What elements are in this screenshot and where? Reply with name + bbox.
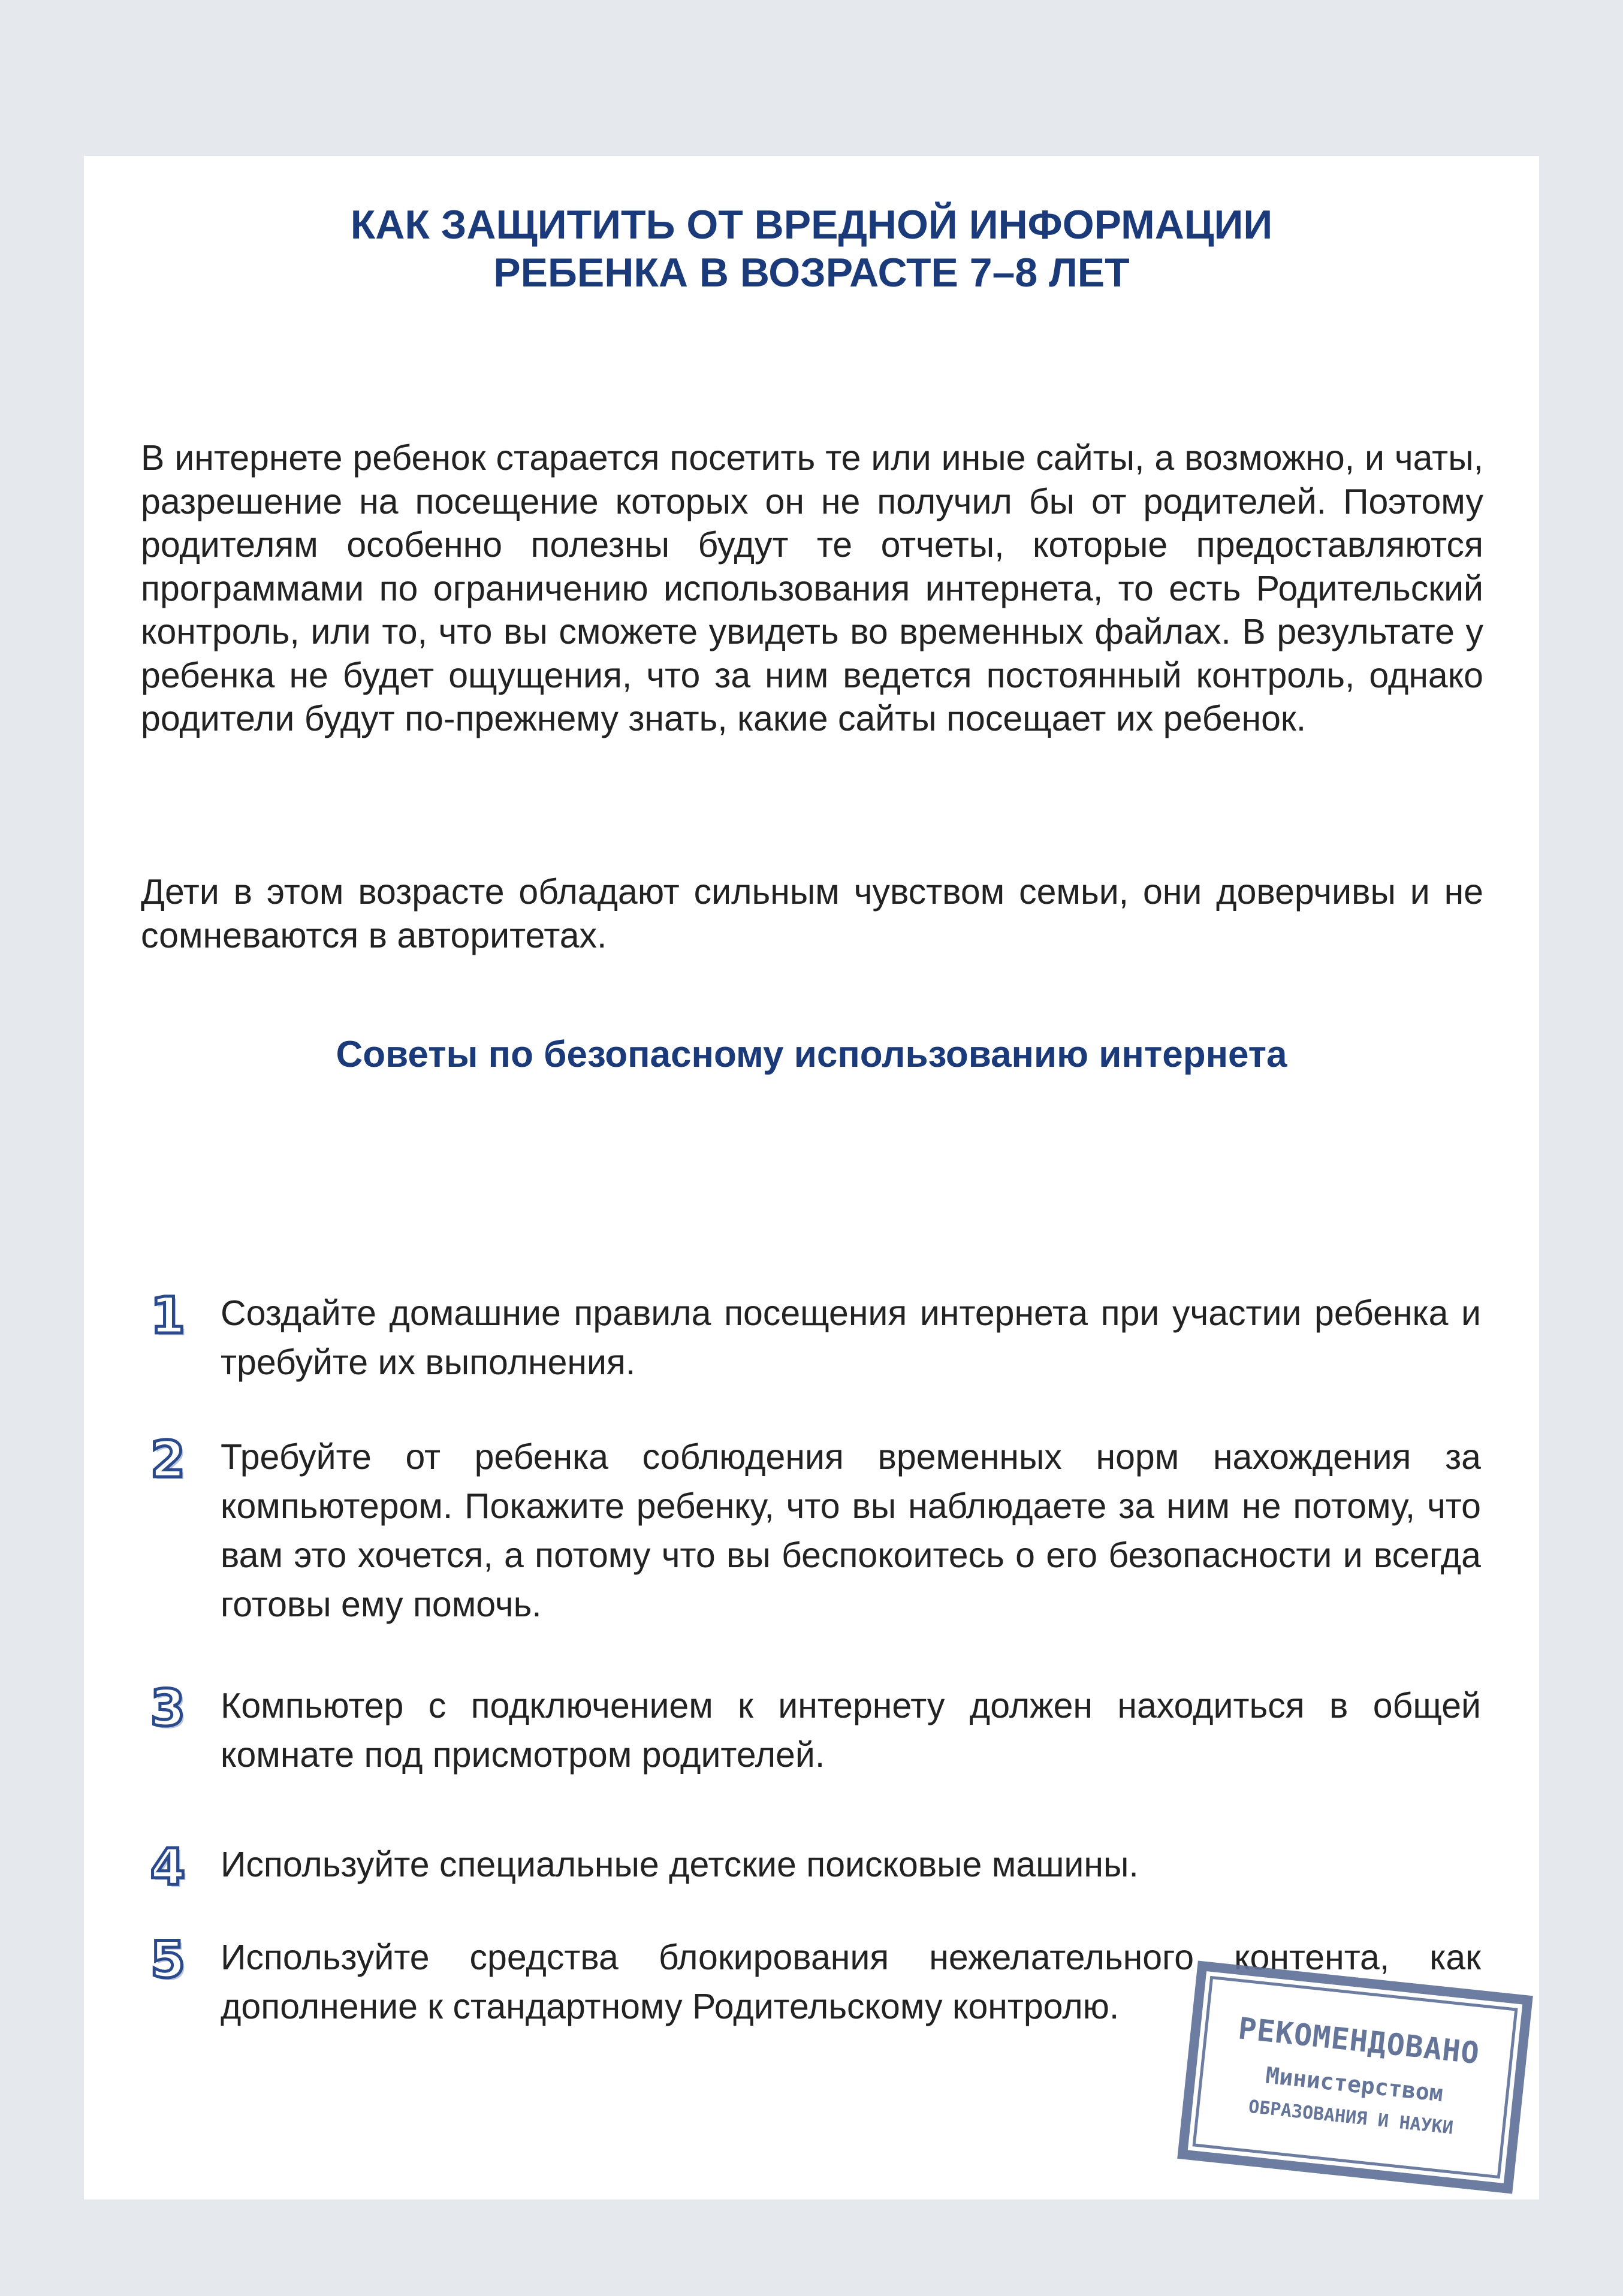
tip-number-4: 4: [150, 1838, 186, 1896]
tip-number-1: 1: [150, 1286, 186, 1345]
title-line-2: РЕБЕНКА В ВОЗРАСТЕ 7–8 ЛЕТ: [493, 250, 1130, 295]
tip-text-3: Компьютер с подключением к интернету должен находиться в общей комнате под присмотром родителей.: [221, 1686, 1481, 1775]
stamp-line-1: РЕКОМЕНДОВАНО: [1236, 2011, 1482, 2071]
stamp-line-3: ОБРАЗОВАНИЯ И НАУКИ: [1247, 2096, 1455, 2139]
age-description-paragraph: Дети в этом возрасте обладают сильным чувством семьи, они доверчивы и не сомневаются в авторитетах.: [141, 872, 1483, 955]
intro-paragraph: В интернете ребенок старается посетить те или иные сайты, а возможно, и чаты, разрешение на посещение которых он не получил бы от родителей. Поэтому родителям особенно полезны будут те отчеты, которые предоставляются программами по ограничению использования интернета, то есть Родительский контроль, или то, что вы сможете увидеть во временных файлах. В результате у ребенка не будет ощущения, что за ним ведется постоянный контроль, однако родители будут по-прежнему знать, какие сайты посещает их ребенок.: [141, 438, 1483, 738]
tip-number-3: 3: [150, 1679, 186, 1737]
tip-text-4: Используйте специальные детские поисковые машины.: [221, 1845, 1139, 1884]
stamp-line-2: Министерством: [1264, 2062, 1444, 2107]
tips-heading: Советы по безопасному использованию интернета: [336, 1034, 1287, 1075]
tip-text-5: Используйте средства блокирования нежелательного контента, как дополнение к стандартному Родительскому контролю.: [221, 1938, 1481, 2026]
tip-number-2: 2: [150, 1430, 186, 1489]
page-title: [84, 201, 1539, 297]
document-page: [84, 156, 1539, 2200]
title-line-1: КАК ЗАЩИТИТЬ ОТ ВРЕДНОЙ ИНФОРМАЦИИ: [350, 202, 1273, 248]
tip-number-5: 5: [150, 1930, 186, 1989]
tip-text-1: Создайте домашние правила посещения интернета при участии ребенка и требуйте их выполнения.: [221, 1293, 1481, 1382]
tip-text-2: Требуйте от ребенка соблюдения временных норм нахождения за компьютером. Покажите ребенку, что вы наблюдаете за ним не потому, что вам это хочется, а потому что вы беспокоитесь о его безопасности и всегда готовы ему помочь.: [221, 1437, 1481, 1624]
ministry-stamp: [1177, 1961, 1533, 2194]
